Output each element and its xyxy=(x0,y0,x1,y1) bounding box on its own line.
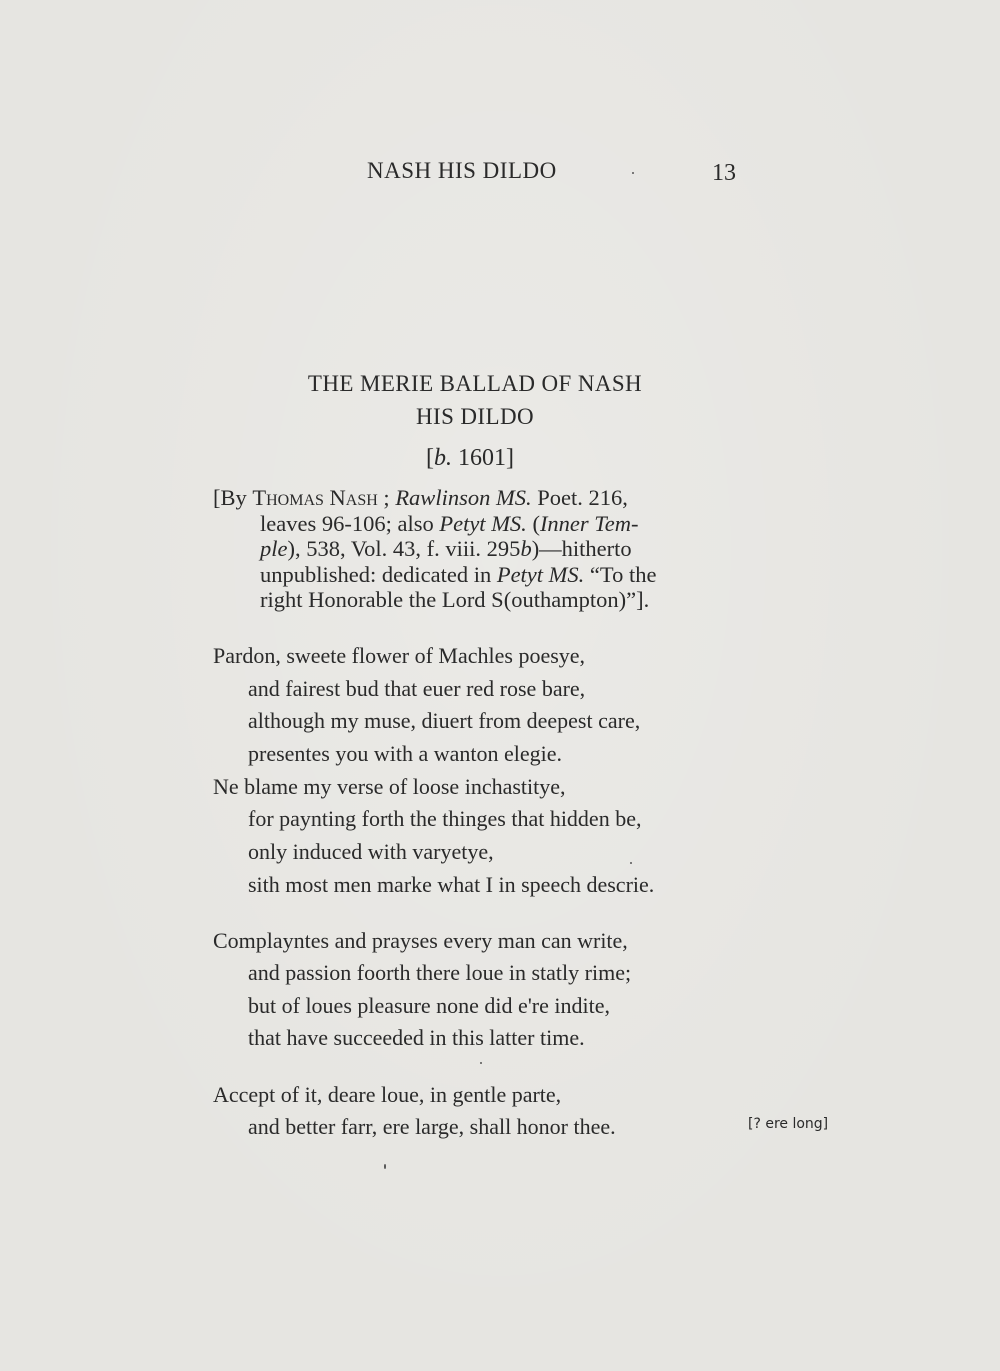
note-text: [By xyxy=(213,485,253,510)
note-line-2 xyxy=(213,511,753,537)
author-name: Thomas Nash xyxy=(252,485,378,510)
poem-line: and passion foorth there loue in statly rime; xyxy=(248,960,632,985)
ballad-title-line-2: HIS DILDO xyxy=(416,404,534,429)
poem-line: for paynting forth the thinges that hidden be, xyxy=(248,806,642,831)
page-number: 13 xyxy=(712,160,736,186)
note-line-5: right Honorable the Lord S(outhampton)”]. xyxy=(260,587,650,612)
poem-line: Pardon, sweete flower of Machles poesye, xyxy=(213,643,586,668)
poem-line: and fairest bud that euer red rose bare, xyxy=(248,676,586,701)
poem-line: presentes you with a wanton elegie. xyxy=(248,741,563,766)
paper-speck xyxy=(630,862,632,864)
paper-speck xyxy=(632,172,634,174)
manuscript-name: Inner Tem- xyxy=(539,510,639,536)
editorial-note xyxy=(213,485,753,613)
poem-line: and better farr, ere large, shall honor thee. xyxy=(248,1114,616,1139)
date-italic: b. xyxy=(434,445,452,471)
poem-line: Accept of it, deare loue, in gentle parte, xyxy=(213,1082,562,1107)
poem-line: but of loues pleasure none did e're indite, xyxy=(248,993,610,1018)
ballad-title-line-1: THE MERIE BALLAD OF NASH xyxy=(307,371,643,396)
note-text: ( xyxy=(526,510,540,536)
date-open: [ xyxy=(426,445,434,471)
date-line xyxy=(426,445,514,472)
manuscript-name: Rawlinson MS. xyxy=(395,485,532,510)
paper-speck xyxy=(384,1164,386,1169)
poem-line: only induced with varyetye, xyxy=(248,839,494,864)
date-rest: 1601] xyxy=(452,445,514,471)
note-text: ), 538, Vol. 43, f. viii. 295 xyxy=(287,536,521,561)
note-text: Poet. 216, xyxy=(531,485,628,510)
manuscript-name: ple xyxy=(260,536,288,561)
poem-line: Complayntes and prayses every man can write, xyxy=(213,928,628,953)
poem-line: that have succeeded in this latter time. xyxy=(248,1025,585,1050)
manuscript-name: Petyt MS. xyxy=(496,561,585,587)
note-text: )—hitherto xyxy=(531,536,632,561)
note-line-1 xyxy=(213,485,753,511)
note-text: unpublished: dedicated in xyxy=(260,561,497,587)
note-text: leaves 96-106; also xyxy=(260,510,440,536)
poem-line: sith most men marke what I in speech descrie. xyxy=(248,872,655,897)
poem-line: although my muse, diuert from deepest care, xyxy=(248,708,641,733)
manuscript-name: Petyt MS. xyxy=(439,510,527,536)
note-line-3 xyxy=(213,536,753,562)
note-line-4 xyxy=(213,562,753,588)
poem-line: Ne blame my verse of loose inchastitye, xyxy=(213,774,566,799)
note-text: “To the xyxy=(584,561,657,587)
paper-speck xyxy=(480,1062,482,1064)
note-text: ; xyxy=(377,485,396,510)
folio-letter: b xyxy=(520,536,532,561)
running-title: NASH HIS DILDO xyxy=(367,158,557,183)
margin-note: [? ere long] xyxy=(748,1116,829,1132)
